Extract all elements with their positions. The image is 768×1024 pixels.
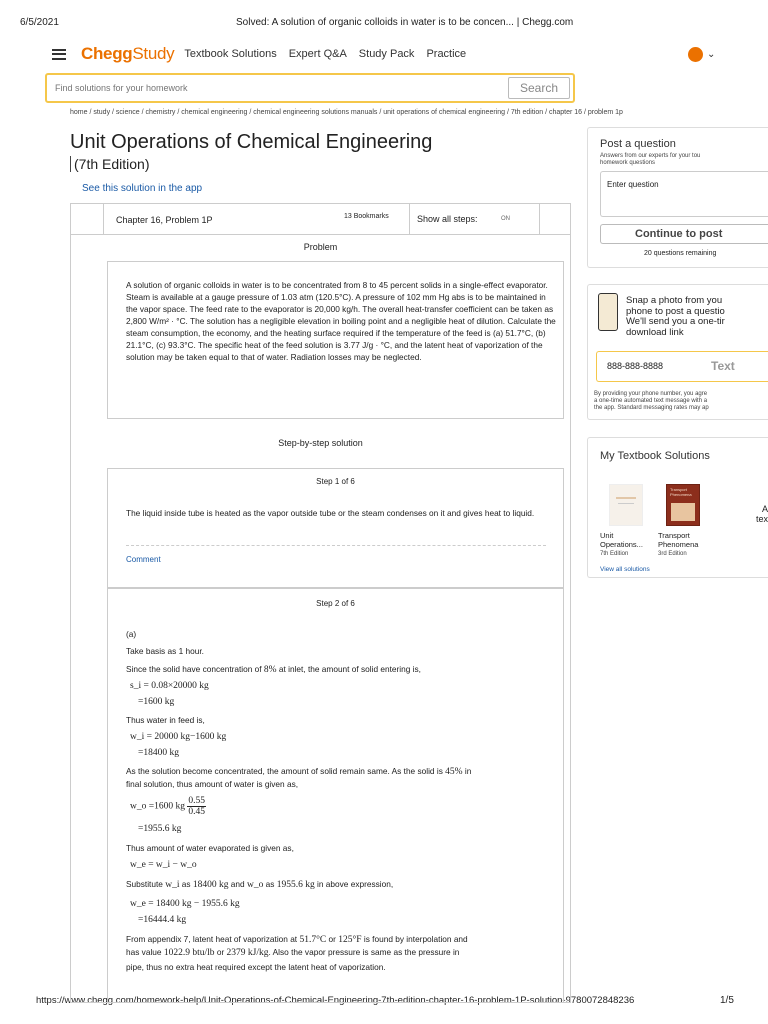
chevron-down-icon[interactable]: ⌄ — [707, 48, 716, 60]
print-page-title: Solved: A solution of organic colloids in water is to be concen... | Chegg.com — [236, 17, 574, 28]
step-2-line: final solution, thus amount of water is given as, — [126, 779, 299, 789]
problem-text: A solution of organic colloids in water is to be concentrated from 8 to 45 percent solids in a single-effect evaporator. Steam is available at a gauge pressure of 1.03 atm (120.5°C). A pressure of 102 mm Hg abs is to be maintained in the vapor space. The feed rate to the evaporator is 20,000 kg/h. The overall heat-transfer coefficient can be taken as 2,800 W/m² · °C. The solution has a negligible elevation in boiling point and a negligible heat of dilution. Calculate the steam consumption, the economy, and the heating surface required if the temperature of the feed is (a) 51.7°C, (b) 21.1°C, (c) 93.3°C. The specific heat of the feed solution is 3.77 J/g · °C, and the latent heat of vaporization of the solution may be taken equal to that of water. Radiation losses may be neglected. — [126, 280, 556, 362]
show-steps-label: Show all steps: — [417, 214, 478, 224]
equation: w_o =1600 kg $\frac{0.55}{0.45}$ — [130, 796, 205, 817]
show-steps-toggle[interactable]: ON — [501, 216, 510, 222]
chegg-study-logo[interactable]: CheggStudy — [81, 44, 175, 63]
textbook-cover-transport-phenomena[interactable]: Transport Phenomena — [666, 484, 700, 526]
equation: =18400 kg — [138, 748, 179, 758]
print-url: https://www.chegg.com/homework-help/Unit-Operations-of-Chemical-Engineering-7th-edition-chapter-16-problem-1P-solution-9780072848236 — [36, 995, 635, 1006]
my-textbook-solutions-box — [587, 437, 768, 578]
continue-to-post-button[interactable]: Continue to post — [600, 224, 768, 244]
equation: w_e = w_i − w_o — [130, 860, 197, 870]
post-question-box — [587, 127, 768, 268]
phone-number-placeholder: 888-888-8888 — [607, 361, 664, 371]
post-question-title: Post a question — [600, 138, 676, 150]
step-2-line: pipe, thus no extra heat required except the latent heat of vaporization. — [126, 962, 386, 972]
textbook-solutions-title: My Textbook Solutions — [600, 450, 710, 462]
equation: =1955.6 kg — [138, 824, 182, 834]
textbook-edition: 3rd Edition — [658, 551, 687, 557]
search-input[interactable] — [55, 81, 495, 95]
search-bar — [45, 73, 575, 103]
search-button[interactable]: Search — [508, 77, 570, 99]
phone-icon — [598, 293, 618, 331]
step-1-title: Step 1 of 6 — [316, 477, 355, 486]
problem-box — [107, 261, 564, 419]
bookmarks-count[interactable]: 13 Bookmarks — [344, 213, 389, 220]
snap-photo-box — [587, 284, 768, 420]
step-2-line: has value 1022.9 btu/lb or 2379 kJ/kg. Also the vapor pressure is same as the pressure in — [126, 947, 460, 958]
nav-study-pack[interactable]: Study Pack — [358, 48, 415, 60]
sms-disclaimer: By providing your phone number, you agre a one-time automated text message with a the app. Standard messaging rates may ap — [594, 391, 709, 411]
textbook-edition: 7th Edition — [600, 551, 629, 557]
show-steps-cell — [410, 204, 540, 235]
textbook-cover-unit-operations[interactable] — [609, 484, 643, 526]
post-question-subtitle: Answers from our experts for your tou — [600, 153, 701, 159]
chapter-cell — [104, 204, 410, 235]
page-title: Unit Operations of Chemical Engineering — [70, 131, 433, 153]
equation: =16444.4 kg — [138, 915, 187, 925]
equation: w_e = 18400 kg − 1955.6 kg — [130, 899, 240, 909]
step-2-line: Thus water in feed is, — [126, 715, 205, 725]
post-question-subtitle: homework questions — [600, 160, 656, 166]
step-2-title: Step 2 of 6 — [316, 599, 355, 608]
step-1-box — [107, 468, 564, 588]
hamburger-menu-icon[interactable] — [52, 49, 66, 60]
step-2-line: Take basis as 1 hour. — [126, 646, 204, 656]
step-2-line: Thus amount of water evaporated is given as, — [126, 843, 294, 853]
avatar[interactable] — [688, 47, 703, 62]
chapter-label: Chapter 16, Problem 1P — [116, 215, 213, 225]
nav-practice[interactable]: Practice — [426, 48, 467, 60]
equation: s_i = 0.08×20000 kg — [130, 681, 209, 691]
step-by-step-heading: Step-by-step solution — [278, 438, 363, 448]
comment-link[interactable]: Comment — [126, 555, 161, 564]
print-date: 6/5/2021 — [20, 17, 59, 28]
textbook-title-unit-operations[interactable]: Unit Operations... — [600, 531, 643, 549]
problem-heading: Problem — [303, 242, 338, 252]
step-2-line: Substitute w_i as 18400 kg and w_o as 1955.6 kg in above expression, — [126, 879, 394, 890]
questions-remaining: 20 questions remaining — [644, 250, 717, 257]
snap-photo-text: Snap a photo from you phone to post a questio We'll send you a one-tir download link — [626, 295, 725, 338]
view-all-solutions-link[interactable]: View all solutions — [600, 566, 650, 573]
step-2-line: As the solution become concentrated, the amount of solid remain same. As the solid is 45% in — [126, 766, 472, 777]
book-edition: (7th Edition) — [70, 156, 149, 172]
open-in-app-link[interactable]: See this solution in the app — [82, 183, 203, 194]
nav-textbook-solutions[interactable]: Textbook Solutions — [184, 48, 277, 60]
panel-header — [71, 204, 570, 235]
question-input-placeholder: Enter question — [607, 180, 659, 189]
divider — [126, 545, 546, 546]
phone-number-field[interactable] — [596, 351, 768, 382]
textbook-title-transport-phenomena[interactable]: Transport Phenomena — [658, 531, 699, 549]
header-spacer — [71, 204, 104, 235]
print-page-number: 1/5 — [720, 995, 734, 1006]
question-input[interactable] — [600, 171, 768, 217]
textbook-title-third[interactable]: A tex — [755, 504, 768, 524]
step-2-box — [107, 588, 564, 1003]
step-1-text: The liquid inside tube is heated as the vapor outside tube or the steam condenses on it and gives heat to liquid. — [126, 508, 535, 518]
solution-panel — [70, 203, 571, 1003]
step-2-line: Since the solid have concentration of 8% at inlet, the amount of solid entering is, — [126, 664, 421, 675]
part-a-label: (a) — [126, 629, 137, 639]
equation: w_i = 20000 kg−1600 kg — [130, 732, 227, 742]
text-me-button[interactable]: Text — [711, 359, 735, 373]
equation: =1600 kg — [138, 697, 175, 707]
top-nav — [52, 40, 768, 68]
nav-expert-qa[interactable]: Expert Q&A — [288, 48, 347, 60]
step-2-line: From appendix 7, latent heat of vaporization at 51.7°C or 125°F is found by interpolation and — [126, 934, 468, 945]
breadcrumb[interactable]: home / study / science / chemistry / chemical engineering / chemical engineering solutions manuals / unit operations of chemical engineering / 7th edition / chapter 16 / problem 1p — [70, 109, 623, 116]
